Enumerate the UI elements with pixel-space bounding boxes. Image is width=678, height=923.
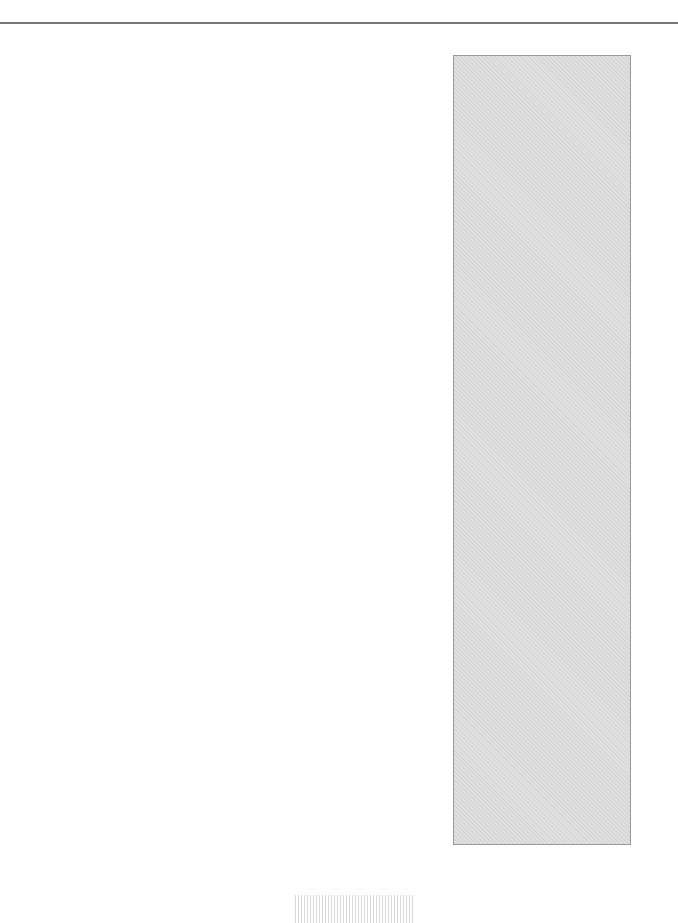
running-header bbox=[0, 0, 678, 24]
sidebar-panel bbox=[453, 55, 631, 845]
footer-pattern bbox=[295, 895, 415, 923]
main-text-column bbox=[0, 42, 442, 852]
